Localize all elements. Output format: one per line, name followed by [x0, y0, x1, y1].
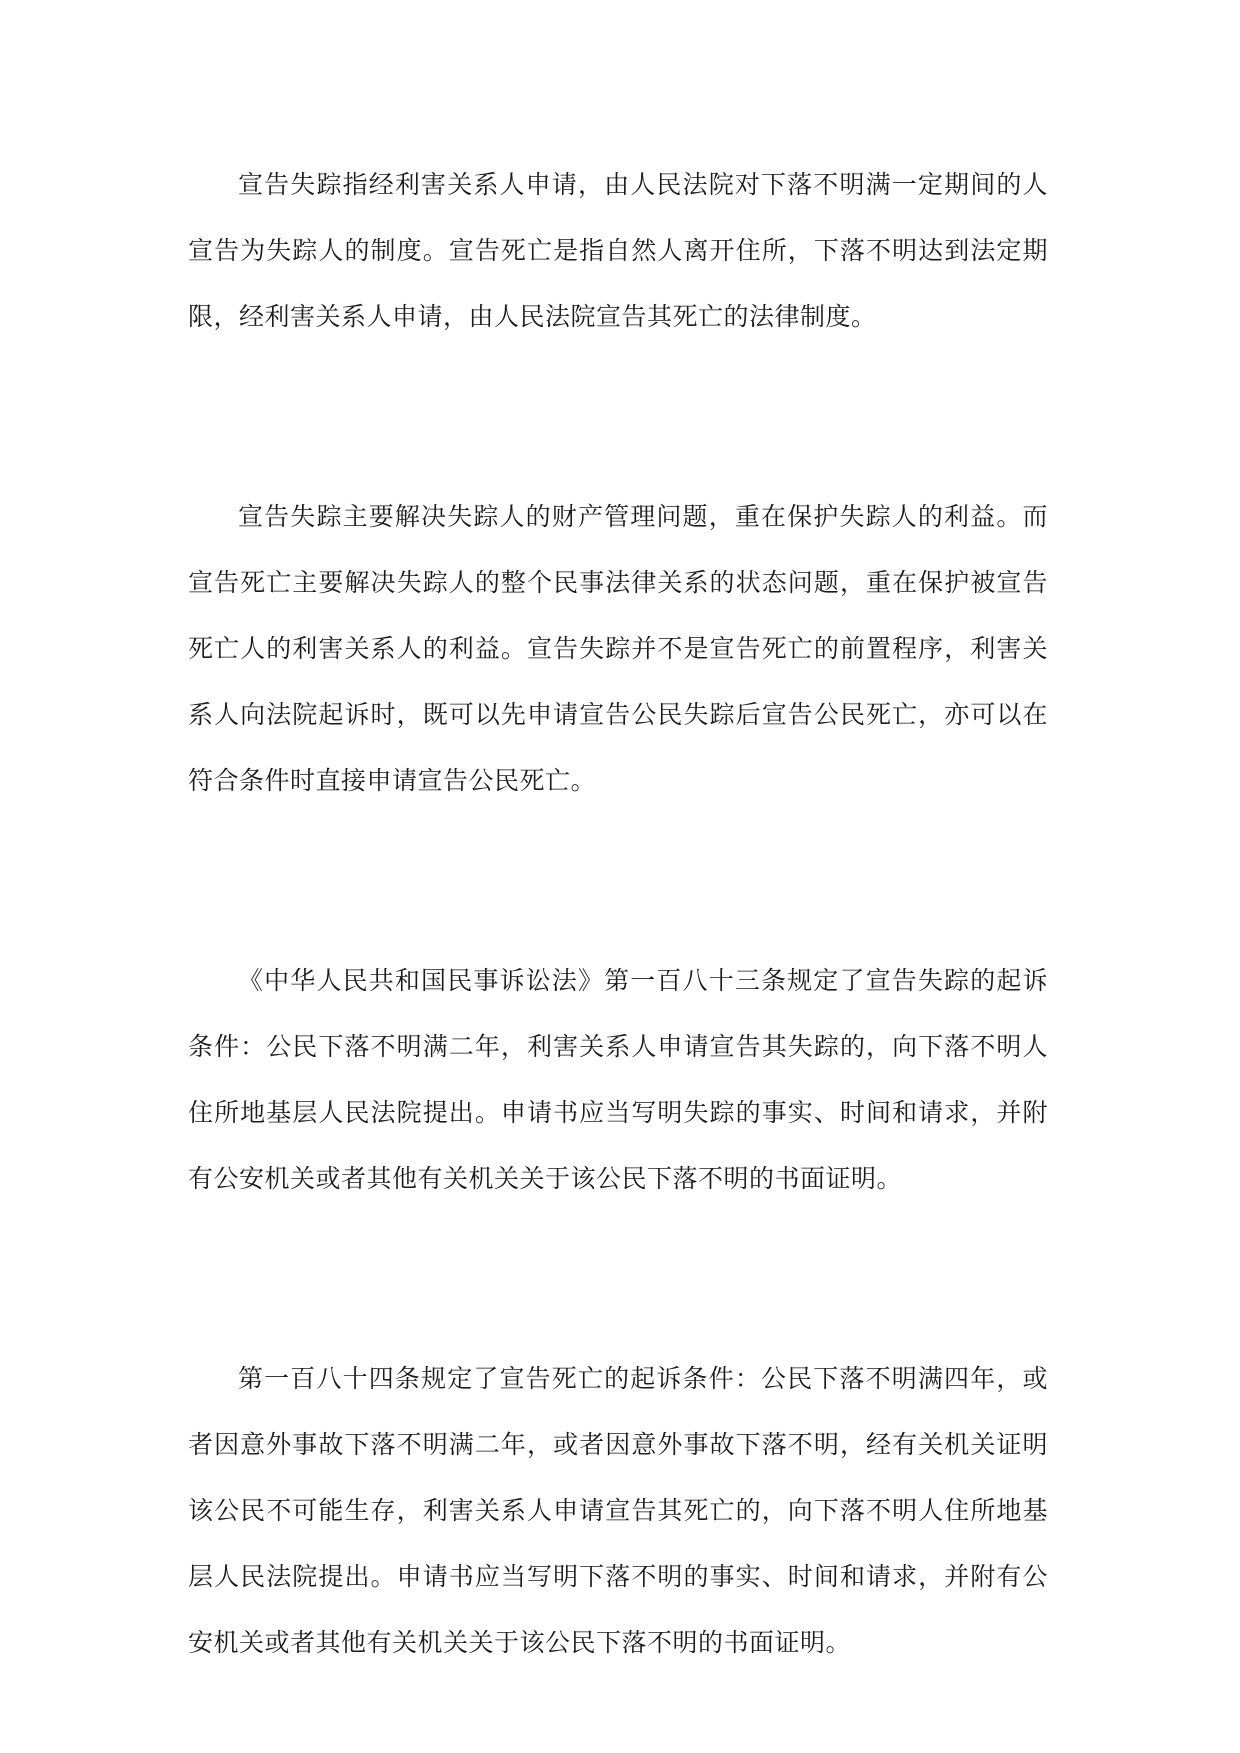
paragraph-article-183: 《中华人民共和国民事诉讼法》第一百八十三条规定了宣告失踪的起诉条件：公民下落不明满二年，利害关系人申请宣告其失踪的，向下落不明人住所地基层人民法院提出。申请书应当写明失踪的事实、时间和请求，并附有公安机关或者其他有关机关关于该公民下落不明的书面证明。	[188, 966, 1048, 1193]
paragraph-declaration-differences: 宣告失踪主要解决失踪人的财产管理问题，重在保护失踪人的利益。而宣告死亡主要解决失踪人的整个民事法律关系的状态问题，重在保护被宣告死亡人的利害关系人的利益。宣告失踪并不是宣告死亡的前置程序，利害关系人向法院起诉时，既可以先申请宣告公民失踪后宣告公民死亡，亦可以在符合条件时直接申请宣告公民死亡。	[188, 502, 1048, 795]
paragraph-declaration-definitions: 宣告失踪指经利害关系人申请，由人民法院对下落不明满一定期间的人宣告为失踪人的制度。宣告死亡是指自然人离开住所，下落不明达到法定期限，经利害关系人申请，由人民法院宣告其死亡的法律制度。	[188, 170, 1048, 331]
paragraph-article-184: 第一百八十四条规定了宣告死亡的起诉条件：公民下落不明满四年，或者因意外事故下落不明满二年，或者因意外事故下落不明，经有关机关证明该公民不可能生存，利害关系人申请宣告其死亡的，向下落不明人住所地基层人民法院提出。申请书应当写明下落不明的事实、时间和请求，并附有公安机关或者其他有关机关关于该公民下落不明的书面证明。	[188, 1364, 1048, 1657]
document-body	[188, 152, 1048, 1676]
